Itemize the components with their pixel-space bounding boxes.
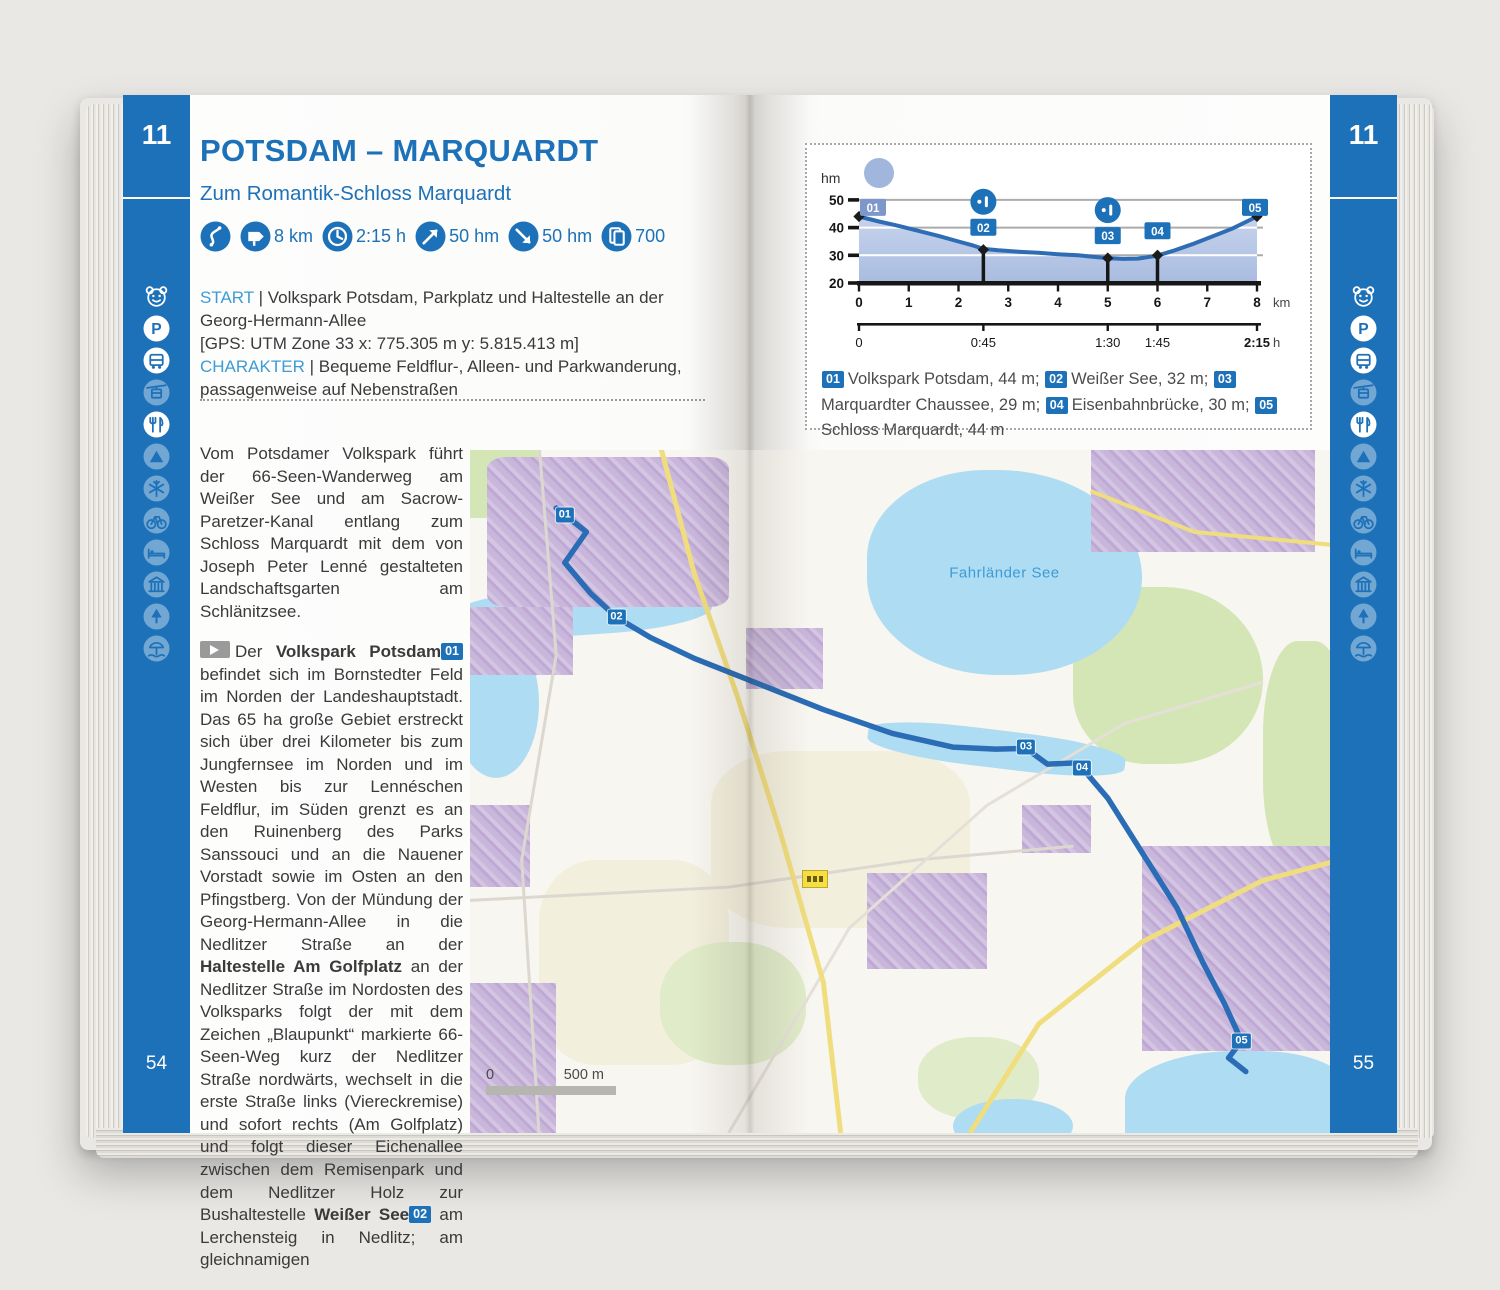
restaurant-icon [1350,411,1377,438]
body-text-column [200,443,463,1290]
svg-text:1:30: 1:30 [1095,335,1121,350]
svg-text:0: 0 [855,295,863,310]
sidebar-icons-left [123,283,190,662]
chart-waypoint-badge [1095,227,1121,244]
page-number-right: 55 [1352,1053,1375,1074]
map-route-line [556,508,1246,1071]
svg-text:20: 20 [828,276,844,291]
snowflake-icon [143,475,170,502]
svg-text:8: 8 [1253,295,1261,310]
stat-value: 8 km [274,226,314,246]
stat-item [200,221,231,252]
elevation-legend [821,367,1299,444]
character-label: CHARAKTER [200,357,305,377]
chart-waypoint-badge [1242,199,1268,216]
svg-text:P: P [151,321,162,339]
tree-icon [143,603,170,630]
parking-icon [1350,315,1377,342]
play-icon [200,641,230,658]
route-icon [200,221,231,252]
map-waypoint-badge: 05 [1232,1033,1250,1048]
clock-icon [322,221,353,252]
map-road-yellow [1091,491,1332,546]
svg-text:hm: hm [821,170,841,186]
map-sheet-icon [601,221,632,252]
restaurant-icon [143,411,170,438]
museum-icon [1350,571,1377,598]
svg-text:40: 40 [828,220,844,236]
svg-text:2: 2 [954,295,963,310]
scale-distance: 500 m [563,1067,604,1083]
start-text: Volkspark Potsdam, Parkplatz und Haltestelle an der Georg-Hermann-Allee [200,288,664,331]
stat-value: 50 hm [449,226,500,246]
mountain-icon [143,443,170,470]
teddy-bear-icon [143,283,170,310]
svg-text:1:45: 1:45 [1144,335,1171,350]
map-waypoint-badge: 02 [607,610,625,625]
elevation-profile-box [805,143,1312,440]
waypoint-badge: 01 [822,371,844,388]
body-paragraph-2: Der Volkspark Potsdam 01 befindet sich im Bornstedter Feld im Norden der Landeshauptstadt. Das 65 ha große Gebiet erstreckt sich über drei Kilometer bis zum Jungfernsee im Norden und im Westen bis zur Lennéschen Feldflur, im Süden grenzt es an den Ruinenberg des Parks Sanssouci und an die Nauener Vorstadt sowie im Osten an den Pfingstberg. Von der Mündung der Georg-Hermann-Allee in die Nedlitzer Straße an der Haltestelle Am Golfplatz an der Nedlitzer Straße im Nordosten des Volksparks folgt der mit dem Zeichen „Blaupunkt“ markierte 66-Seen-Weg kurz der Nedlitzer Straße nordwärts, wechselt in die erste Straße links (Viereckremise) und sofort rechts (Am Golfplatz) und folgt dieser Eichenallee zwischen dem Remisenpark und dem Nedlitzer Holz zur Bushaltestelle Weißer See 02 am Lerchensteig in Nedlitz; am gleichnamigen [200,642,463,1270]
tree-icon [1350,603,1377,630]
gps-text: [GPS: UTM Zone 33 x: 775.305 m y: 5.815.413 m] [200,334,579,354]
waypoint-badge: 03 [1214,371,1236,388]
svg-text:km: km [1273,295,1291,310]
svg-text:0: 0 [855,335,863,350]
tour-number-right: 11 [1348,119,1379,150]
legend-item: 04 Eisenbahnbrücke, 30 m; [1045,396,1254,414]
bed-icon [1350,539,1377,566]
page-number-left: 54 [145,1053,168,1074]
ascent-icon [415,221,446,252]
waypoint-badge: 01 [441,643,463,660]
start-label: START [200,288,254,307]
chart-waypoint-badge [860,199,886,216]
page-title: POTSDAM – MARQUARDT [200,133,599,168]
character-text: Bequeme Feldflur-, Alleen- und Parkwanderung, passagenweise auf Nebenstraßen [200,357,682,400]
right-sidebar [1330,95,1397,1133]
elevation-chart [813,149,1307,363]
bus-icon [143,347,170,374]
stat-item [601,221,665,252]
scale-zero: 0 [486,1067,495,1083]
sidebar-icons-right [1330,283,1397,662]
page-stack-edge-left [86,104,123,1138]
stat-value: 700 [635,226,666,246]
waypoint-badge: 04 [1046,397,1068,414]
bicycle-icon [1350,507,1377,534]
svg-text:04: 04 [1151,226,1164,239]
svg-text:30: 30 [828,248,844,264]
svg-text:3: 3 [1004,295,1013,310]
stat-item [415,221,499,252]
stat-value: 50 hm [542,226,593,246]
waypoint-badge: 02 [409,1206,431,1223]
legend-item: 03Marquardter Chaussee, 29 m; [821,370,1240,414]
bus-icon [1350,347,1377,374]
tab-divider [1330,197,1397,199]
museum-icon [143,571,170,598]
bed-icon [143,539,170,566]
parking-icon [143,315,170,342]
mountain-icon [1350,443,1377,470]
svg-text:01: 01 [866,202,880,215]
page-stack-edge-right [1397,104,1434,1138]
svg-text:1: 1 [904,295,913,310]
waypoint-badge: 02 [1045,371,1067,388]
dotted-divider [200,399,705,401]
svg-text:6: 6 [1153,295,1162,310]
stats-row [200,221,740,252]
svg-text:P: P [1358,321,1369,339]
stat-item [240,221,313,252]
legend-item: 05Schloss Marquardt, 44 m [821,396,1281,440]
svg-text:4: 4 [1054,295,1062,310]
left-sidebar [123,95,190,1133]
svg-text:0:45: 0:45 [970,335,997,350]
tab-divider [123,197,190,199]
signpost-icon [240,221,271,252]
map-waypoint-badge: 01 [556,507,574,522]
separator: | [253,288,268,307]
descent-icon [508,221,539,252]
beach-icon [143,635,170,662]
teddy-bear-icon [1350,283,1377,310]
snowflake-icon [1350,475,1377,502]
map-waypoint-badge: 04 [1073,760,1091,775]
separator: | [304,357,319,377]
tour-map [470,450,1332,1133]
svg-text:50: 50 [828,192,844,208]
page-subtitle: Zum Romantik-Schloss Marquardt [200,182,512,205]
stat-item [322,221,406,252]
bicycle-icon [143,507,170,534]
svg-text:02: 02 [976,222,990,235]
body-paragraph-1: Vom Potsdamer Volkspark führt der 66-Seen-Wanderweg am Weißer See und am Sacrow-Paretzer-Kanal entlang zum Schloss Marquardt mit dem von Joseph Peter Lenné gestalteten Landschaftsgarten am Schlänitzsee. [200,444,463,621]
cable-car-icon [143,379,170,406]
bus-stop-icon [970,189,996,215]
map-waypoint-badge: 03 [1017,740,1035,755]
beach-icon [1350,635,1377,662]
stat-item [508,221,592,252]
start-character-block [200,286,705,402]
legend-item: 01 Volkspark Potsdam, 44 m; [821,370,1044,388]
svg-text:5: 5 [1103,295,1112,310]
map-roads-and-route [470,450,1332,1133]
chart-waypoint-badge [1145,222,1171,239]
svg-text:2:15: 2:15 [1243,335,1271,350]
map-road-yellow [970,860,1332,1133]
map-road-yellow [660,450,841,1133]
waypoint-badge: 05 [1255,397,1277,414]
cable-car-icon [1350,379,1377,406]
map-trail-marker [802,870,828,888]
svg-text:h: h [1273,335,1281,350]
svg-text:03: 03 [1101,231,1115,244]
tour-number-left: 11 [141,119,172,150]
legend-item: 02 Weißer See, 32 m; [1044,370,1213,388]
map-scale-bar [486,1067,616,1095]
stat-value: 2:15 h [356,226,407,246]
chart-waypoint-badge [970,219,996,236]
bus-stop-icon [1095,197,1121,223]
map-lake-label: Fahrländer See [949,564,1060,582]
faded-waypoint-icon [864,158,894,188]
svg-text:05: 05 [1248,202,1262,215]
svg-text:7: 7 [1203,295,1212,310]
